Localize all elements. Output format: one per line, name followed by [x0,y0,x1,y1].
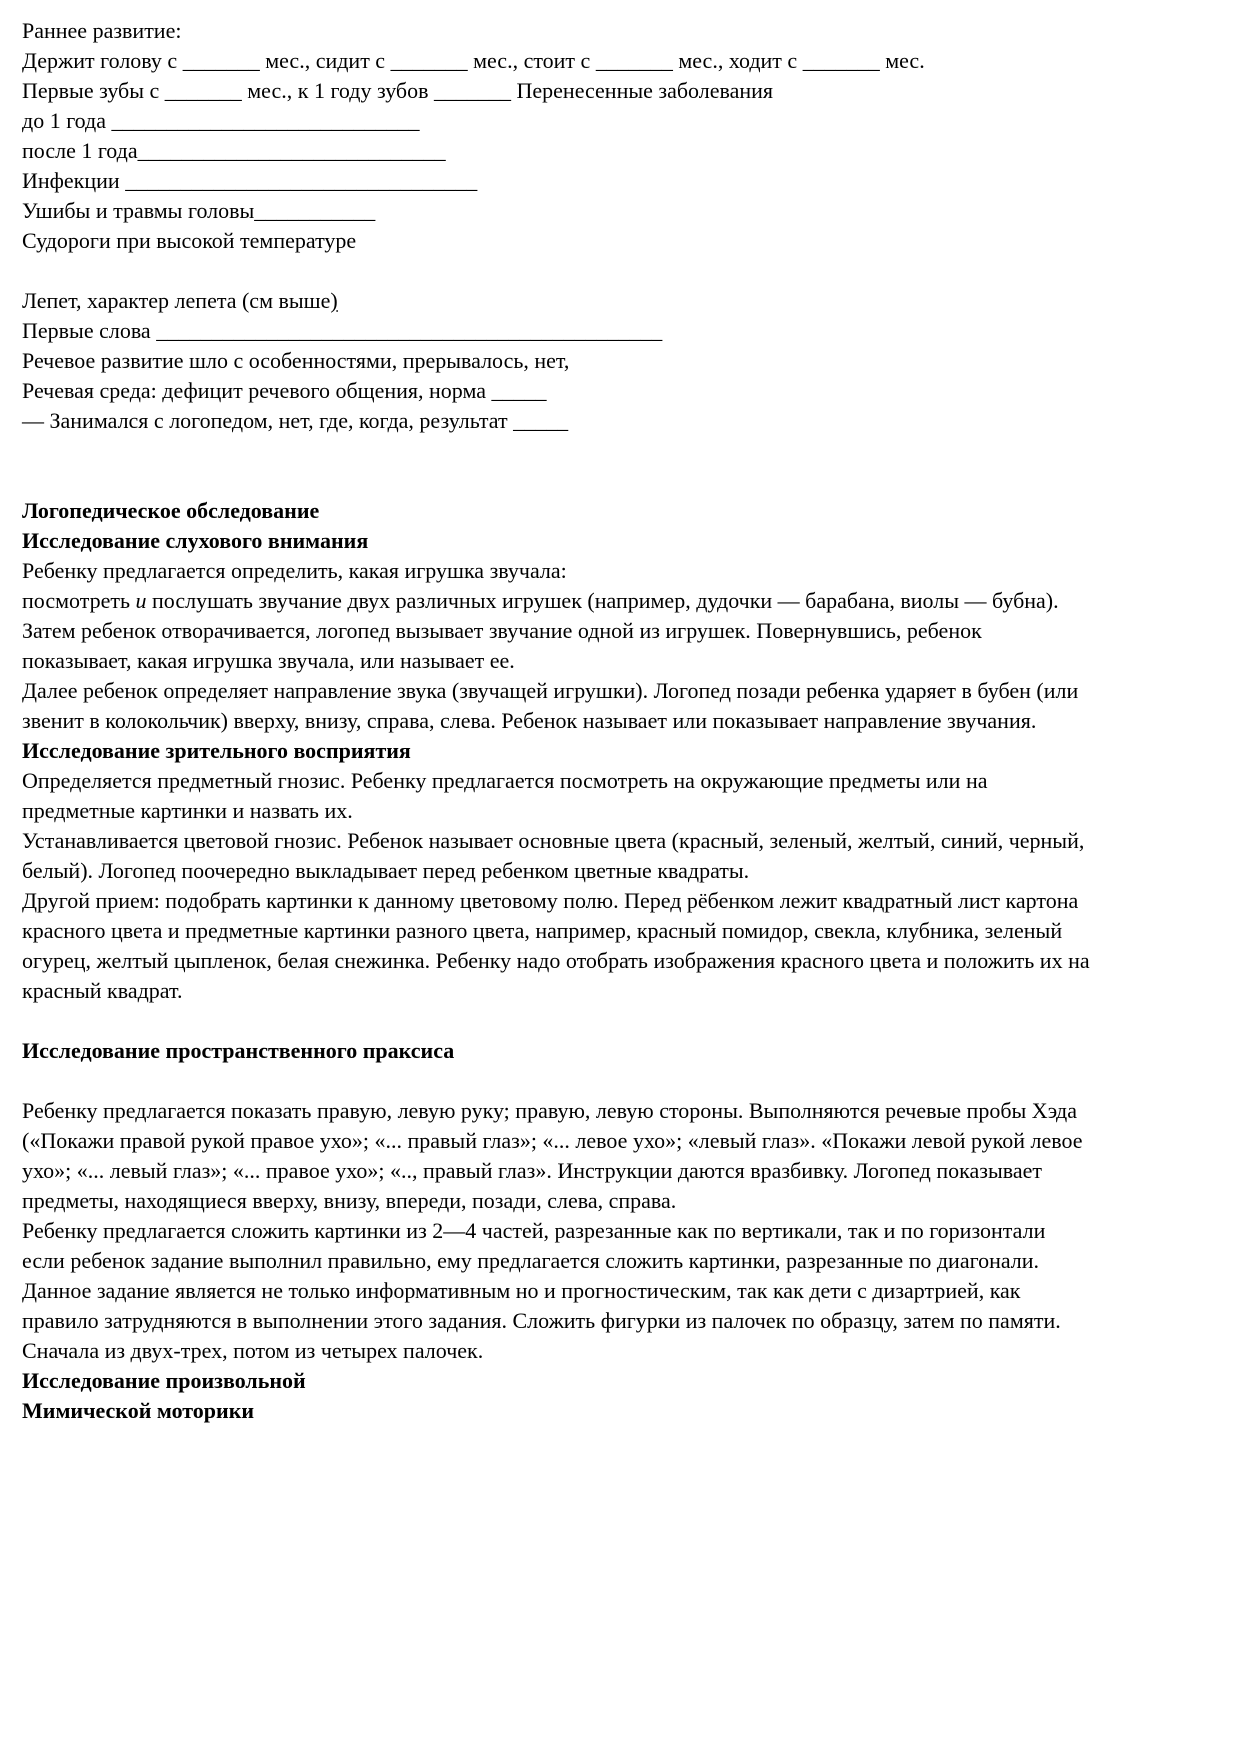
paragraph [22,1096,1092,1216]
text-run: до 1 года ____________________________ [22,108,420,133]
text-run: Держит голову с _______ мес., сидит с _______ мес., стоит с _______ мес., ходит с _______ мес. [22,48,925,73]
paragraph [22,1216,1092,1366]
paragraph [22,766,1092,826]
paragraph [22,826,1092,886]
text-run: Лепет, характер лепета (см выше [22,288,331,313]
paragraph [22,166,1092,196]
text-run: послушать звучание двух различных игрушек (например, дудочки — барабана, виолы — бубна). Затем ребенок отворачивается, логопед вызывает звучание одной из игрушек. Повернувшись, ребенок показывает, какая игрушка звучала, или называет ее. [22,588,1059,673]
section-heading [22,1366,1092,1396]
text-run: Ребенку предлагается сложить картинки из 2—4 частей, разрезанные как по вертикали, так и по горизонтали если ребенок задание выполнил правильно, ему предлагается сложить картинки, разрезанные по диагонали. Данное задание является не только информативным но и прогностическим, так как дети с дизартрией, как правило затрудняются в выполнении этого задания. Сложить фигурки из палочек по образцу, затем по памяти. Сначала из двух-трех, потом из четырех палочек. [22,1218,1061,1363]
blank-line [22,1066,1092,1096]
paragraph [22,136,1092,166]
text-run: Логопедическое обследование [22,498,320,523]
text-run: после 1 года____________________________ [22,138,446,163]
text-run: Речевое развитие шло с особенностями, прерывалось, нет, [22,348,570,373]
paragraph [22,556,1092,586]
paragraph [22,46,1092,76]
blank-line [22,436,1092,466]
text-run: посмотреть [22,588,136,613]
text-run: и [135,588,147,613]
text-run: Другой прием: подобрать картинки к данному цветовому полю. Перед рёбенком лежит квадратный лист картона красного цвета и предметные картинки разного цвета, например, красный помидор, свекла, клубника, зеленый огурец, желтый цыпленок, белая снежинка. Ребенку надо отобрать изображения красного цвета и положить их на красный квадрат. [22,888,1090,1003]
paragraph [22,376,1092,406]
paragraph [22,16,1092,46]
text-run: Раннее развитие: [22,18,182,43]
text-run: Устанавливается цветовой гнозис. Ребенок называет основные цвета (красный, зеленый, желтый, синий, черный, белый). Логопед поочередно выкладывает перед ребенком цветные квадраты. [22,828,1085,883]
text-run: Первые зубы с _______ мес., к 1 году зубов _______ Перенесенные заболевания [22,78,774,103]
paragraph [22,106,1092,136]
text-run: Речевая среда: дефицит речевого общения, норма _____ [22,378,547,403]
text-run: Ушибы и травмы головы___________ [22,198,376,223]
text-run: Первые слова ______________________________________________ [22,318,663,343]
text-run: Исследование слухового внимания [22,528,369,553]
paragraph [22,286,1092,316]
text-run: Ребенку предлагается определить, какая игрушка звучала: [22,558,567,583]
text-run: ) [330,288,338,313]
paragraph [22,196,1092,226]
paragraph [22,406,1092,436]
paragraph [22,886,1092,1006]
text-run: Исследование зрительного восприятия [22,738,411,763]
text-run: Ребенку предлагается показать правую, левую руку; правую, левую стороны. Выполняются речевые пробы Хэда («Покажи правой рукой правое ухо»; «... правый глаз»; «... левое ухо»; «левый глаз». «Покажи левой рукой левое ухо»; «... левый глаз»; «... правое ухо»; «.., правый глаз». Инструкции даются вразбивку. Логопед показывает предметы, находящиеся вверху, внизу, впереди, позади, слева, справа. [22,1098,1083,1213]
text-run: Исследование пространственного праксиса [22,1038,455,1063]
section-heading [22,526,1092,556]
paragraph [22,226,1092,256]
section-heading [22,496,1092,526]
paragraph [22,676,1092,736]
text-run: Далее ребенок определяет направление звука (звучащей игрушки). Логопед позади ребенка ударяет в бубен (или звенит в колокольчик) вверху, внизу, справа, слева. Ребенок называет или показывает направление звучания. [22,678,1079,733]
text-run: Определяется предметный гнозис. Ребенку предлагается посмотреть на окружающие предметы или на предметные картинки и назвать их. [22,768,988,823]
text-run: Исследование произвольной [22,1368,306,1393]
document-body [22,16,1092,1426]
blank-line [22,1006,1092,1036]
section-heading [22,1036,1092,1066]
paragraph [22,316,1092,346]
paragraph [22,76,1092,106]
text-run: Инфекции ________________________________ [22,168,478,193]
blank-line [22,466,1092,496]
text-run: Мимической моторики [22,1398,255,1423]
paragraph [22,586,1092,676]
blank-line [22,256,1092,286]
text-run: Судороги при высокой температуре [22,228,357,253]
section-heading [22,736,1092,766]
section-heading [22,1396,1092,1426]
paragraph [22,346,1092,376]
text-run: — Занимался с логопедом, нет, где, когда, результат _____ [22,408,569,433]
